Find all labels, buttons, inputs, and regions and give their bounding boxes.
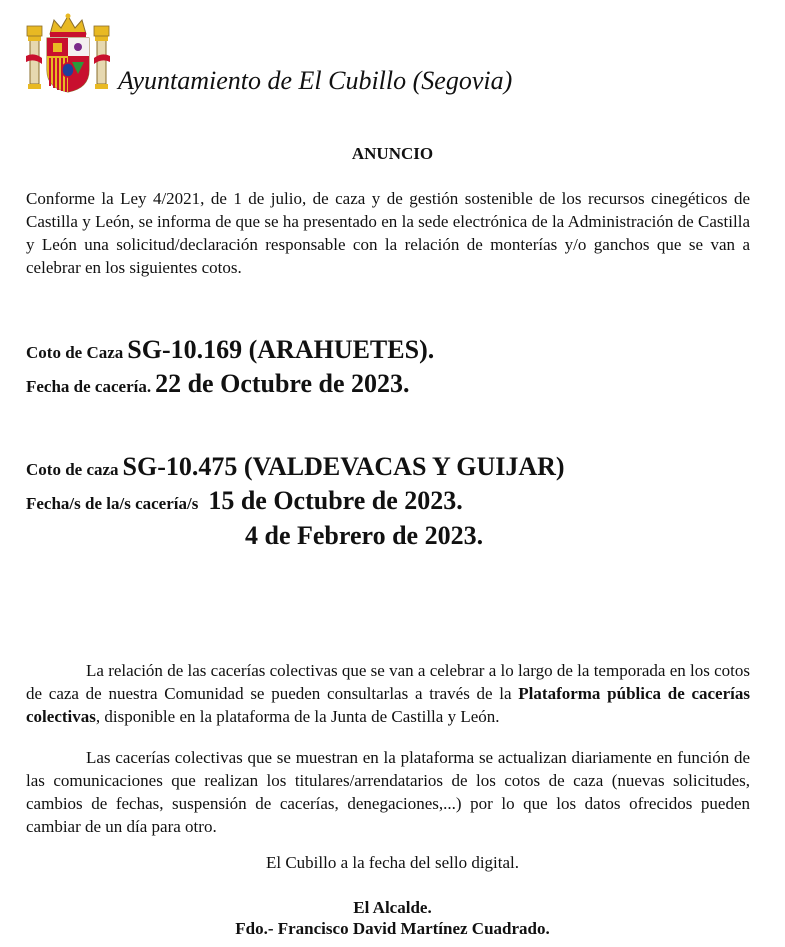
organization-name: Ayuntamiento de El Cubillo (Segovia) [118, 66, 513, 95]
spain-coat-of-arms-icon [26, 12, 110, 94]
intro-paragraph: Conforme la Ley 4/2021, de 1 de julio, de caza y de gestión sostenible de los recursos cinegéticos de Castilla y León, se informa de que se ha presentado en la sede electrónica de la Administración de Castilla y León una solicitud/declaración responsable con la relación de monterías y/o ganchos que se van a celebrar en los siguientes cotos. [26, 189, 750, 277]
coto-2-date-1: 15 de Octubre de 2023. [208, 486, 463, 515]
coto-2-label: Coto de caza [26, 460, 119, 479]
notice-title: ANUNCIO [351, 144, 434, 163]
coto-2-date-2: 4 de Febrero de 2023. [245, 521, 484, 550]
coto-2-line [26, 452, 565, 482]
coat-of-arms-logo [26, 12, 110, 94]
coto-1-code: SG-10.169 (ARAHUETES). [127, 335, 435, 364]
coto-2-date-line [26, 486, 463, 516]
updates-paragraph: Las cacerías colectivas que se muestran en la plataforma se actualizan diariamente en función de las comunicaciones que realizan los titulares/arrendatarios de los cotos de caza (nuevas solicitudes, cambios de fechas, suspensión de cacerías, denegaciones,...) por lo que los datos ofrecidos pueden cambiar de un día para otro. [26, 748, 750, 836]
closing-line: El Cubillo a la fecha del sello digital. [265, 853, 520, 872]
coto-2-code: SG-10.475 (VALDEVACAS Y GUIJAR) [122, 452, 565, 481]
signer-role: El Alcalde. [353, 898, 432, 917]
platform-paragraph-start: La relación de las cacerías colectivas que se van a celebrar a lo largo de la temporada en los cotos de caza de nuestra Comunidad se pueden consultarlas a través de la [26, 661, 750, 703]
coto-1-date-line [26, 369, 410, 399]
coto-1-line [26, 335, 434, 365]
coto-1-date-label: Fecha de cacería. [26, 377, 152, 396]
platform-name: Plataforma pública de cacerías colectivas [26, 684, 750, 726]
platform-paragraph [26, 659, 750, 728]
platform-paragraph-end: , disponible en la plataforma de la Junta de Castilla y León. [95, 707, 500, 726]
coto-2-date-label: Fecha/s de la/s cacería/s [26, 494, 199, 513]
signer-name: Fdo.- Francisco David Martínez Cuadrado. [235, 919, 550, 938]
coto-1-date: 22 de Octubre de 2023. [155, 369, 410, 398]
coto-1-label: Coto de Caza [26, 343, 124, 362]
